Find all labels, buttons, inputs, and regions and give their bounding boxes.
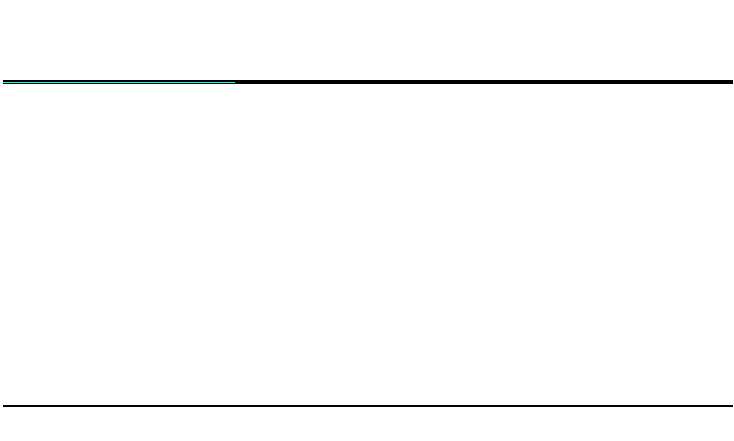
- header-abs: [264, 83, 313, 84]
- header-abs: [428, 83, 488, 84]
- header-pct: [487, 83, 517, 84]
- header-pct: [313, 83, 348, 84]
- header-pct: [573, 83, 605, 84]
- header-abs: [605, 83, 658, 84]
- header-abs: [348, 83, 403, 84]
- header-abs: [517, 83, 572, 84]
- bottom-rule: [3, 405, 733, 407]
- header-row-label: [3, 81, 235, 84]
- header-pct: [403, 83, 427, 84]
- header-abs: [682, 83, 733, 84]
- table-header: [3, 81, 733, 84]
- nbi-table: [3, 80, 733, 84]
- header-pct: [235, 83, 264, 84]
- header-pct: [658, 83, 682, 84]
